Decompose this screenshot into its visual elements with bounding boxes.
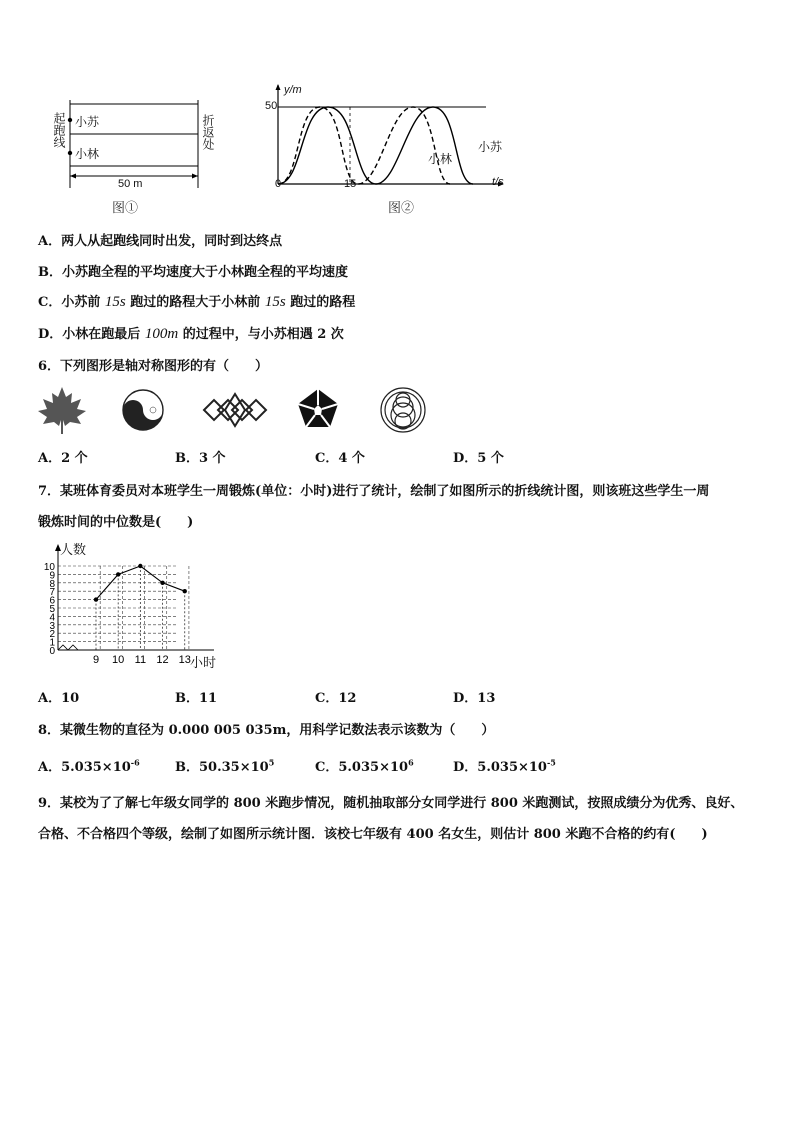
q8-option-d: D．$5.035\times 10^{-5}$ [453,757,556,775]
q7-option-a: A．10 [38,691,80,706]
q7-stem-line-2: 锻炼时间的中位数是( ) [38,515,194,530]
data-point [160,581,164,585]
y-tick-label: 4 [49,612,55,624]
data-point [94,597,98,601]
x-tick-label: 13 [178,654,191,666]
q7-option-b: B．11 [175,691,218,706]
q7-option-c: C．12 [315,691,357,706]
start-line-label: 起跑线 [52,112,66,148]
y-tick-label: 0 [49,646,55,657]
q8-option-c: C．$5.035\times 10^6$ [315,757,414,775]
distance-label: 50 m [118,178,143,190]
lane-label-xiaolin: 小林 [75,147,100,161]
q6-figures [36,384,428,436]
axis-break [58,645,78,650]
curve-label-xiaosu: 小苏 [478,140,503,154]
origin-label: 0 [275,178,282,190]
y-tick-label: 10 [43,562,55,573]
q5-option-d: D．小林在跑最后 100m 的过程中，与小苏相遇 2 次 [38,326,344,342]
q5-option-a: A．两人从起跑线同时出发，同时到达终点 [38,234,283,249]
q7-stem-line-1: 7．某班体育委员对本班学生一周锻炼(单位：小时)进行了统计，绘制了如图所示的折线统计图，则该班这些学生一周 [38,484,710,499]
q6-option-c: C．4 个 [315,451,365,466]
y-axis-label: y/m [284,84,302,96]
data-point [183,589,187,593]
y-tick-label: 5 [49,604,55,615]
q6-option-d: D．5 个 [453,451,504,466]
x-tick-label: 12 [156,654,169,666]
q7-option-d: D．13 [453,691,496,706]
x-tick-label: 9 [92,654,100,666]
nested-circles-icon [381,388,425,432]
y-tick-label: 1 [49,637,55,649]
figure-1-caption: 图① [112,201,139,216]
y-tick-label: 6 [49,595,55,607]
q9-stem-line-2: 合格、不合格四个等级，绘制了如图所示统计图．该校七年级有 400 名女生，则估计 800 米跑不合格的约有( ) [38,827,708,842]
q8-option-a: A．$5.035\times 10^{-6}$ [38,757,140,775]
q6-option-a: A．2 个 [38,451,88,466]
y-tick-50: 50 [265,100,278,112]
chinese-knot-icon [204,394,266,426]
pentagon-star-icon [298,389,338,427]
figure-2-distance-time-graph [258,82,508,222]
q5-option-b: B．小苏跑全程的平均速度大于小林跑全程的平均速度 [38,265,349,280]
q9-stem-line-1: 9．某校为了了解七年级女同学的 800 米跑步情况，随机抽取部分女同学进行 800 米跑测试，按照成绩分为优秀、良好、 [38,796,744,811]
yin-yang-icon [123,390,163,430]
q5-option-c: C．小苏前 15s 跑过的路程大于小林前 15s 跑过的路程 [38,294,356,310]
y-tick-label: 3 [49,620,55,632]
y-tick-label: 7 [49,587,55,599]
data-point [138,564,142,568]
turn-point-label: 折返处 [201,114,215,150]
y-tick-label: 9 [49,570,55,582]
curve-label-xiaolin: 小林 [428,152,453,166]
data-point [116,572,120,576]
x-axis-label: t/s [492,176,504,188]
chart-y-axis-label: 人数 [60,542,87,557]
q6-stem: 6．下列图形是轴对称图形的有（ ） [38,359,269,374]
q6-option-b: B．3 个 [175,451,226,466]
y-tick-label: 8 [49,578,55,590]
x-tick-15: 15 [344,178,357,190]
x-tick-label: 10 [112,654,125,666]
maple-leaf-icon [38,387,86,434]
x-tick-label: 11 [134,654,147,666]
q8-stem: 8．某微生物的直径为 0.000 005 035m，用科学记数法表示该数为（ ） [38,723,495,738]
y-tick-label: 2 [49,629,55,641]
lane-label-xiaosu: 小苏 [75,115,100,129]
q8-option-b: B．$50.35\times 10^5$ [175,757,275,775]
figure-2-caption: 图② [388,201,415,216]
chart-x-axis-label: 小时 [190,655,217,670]
